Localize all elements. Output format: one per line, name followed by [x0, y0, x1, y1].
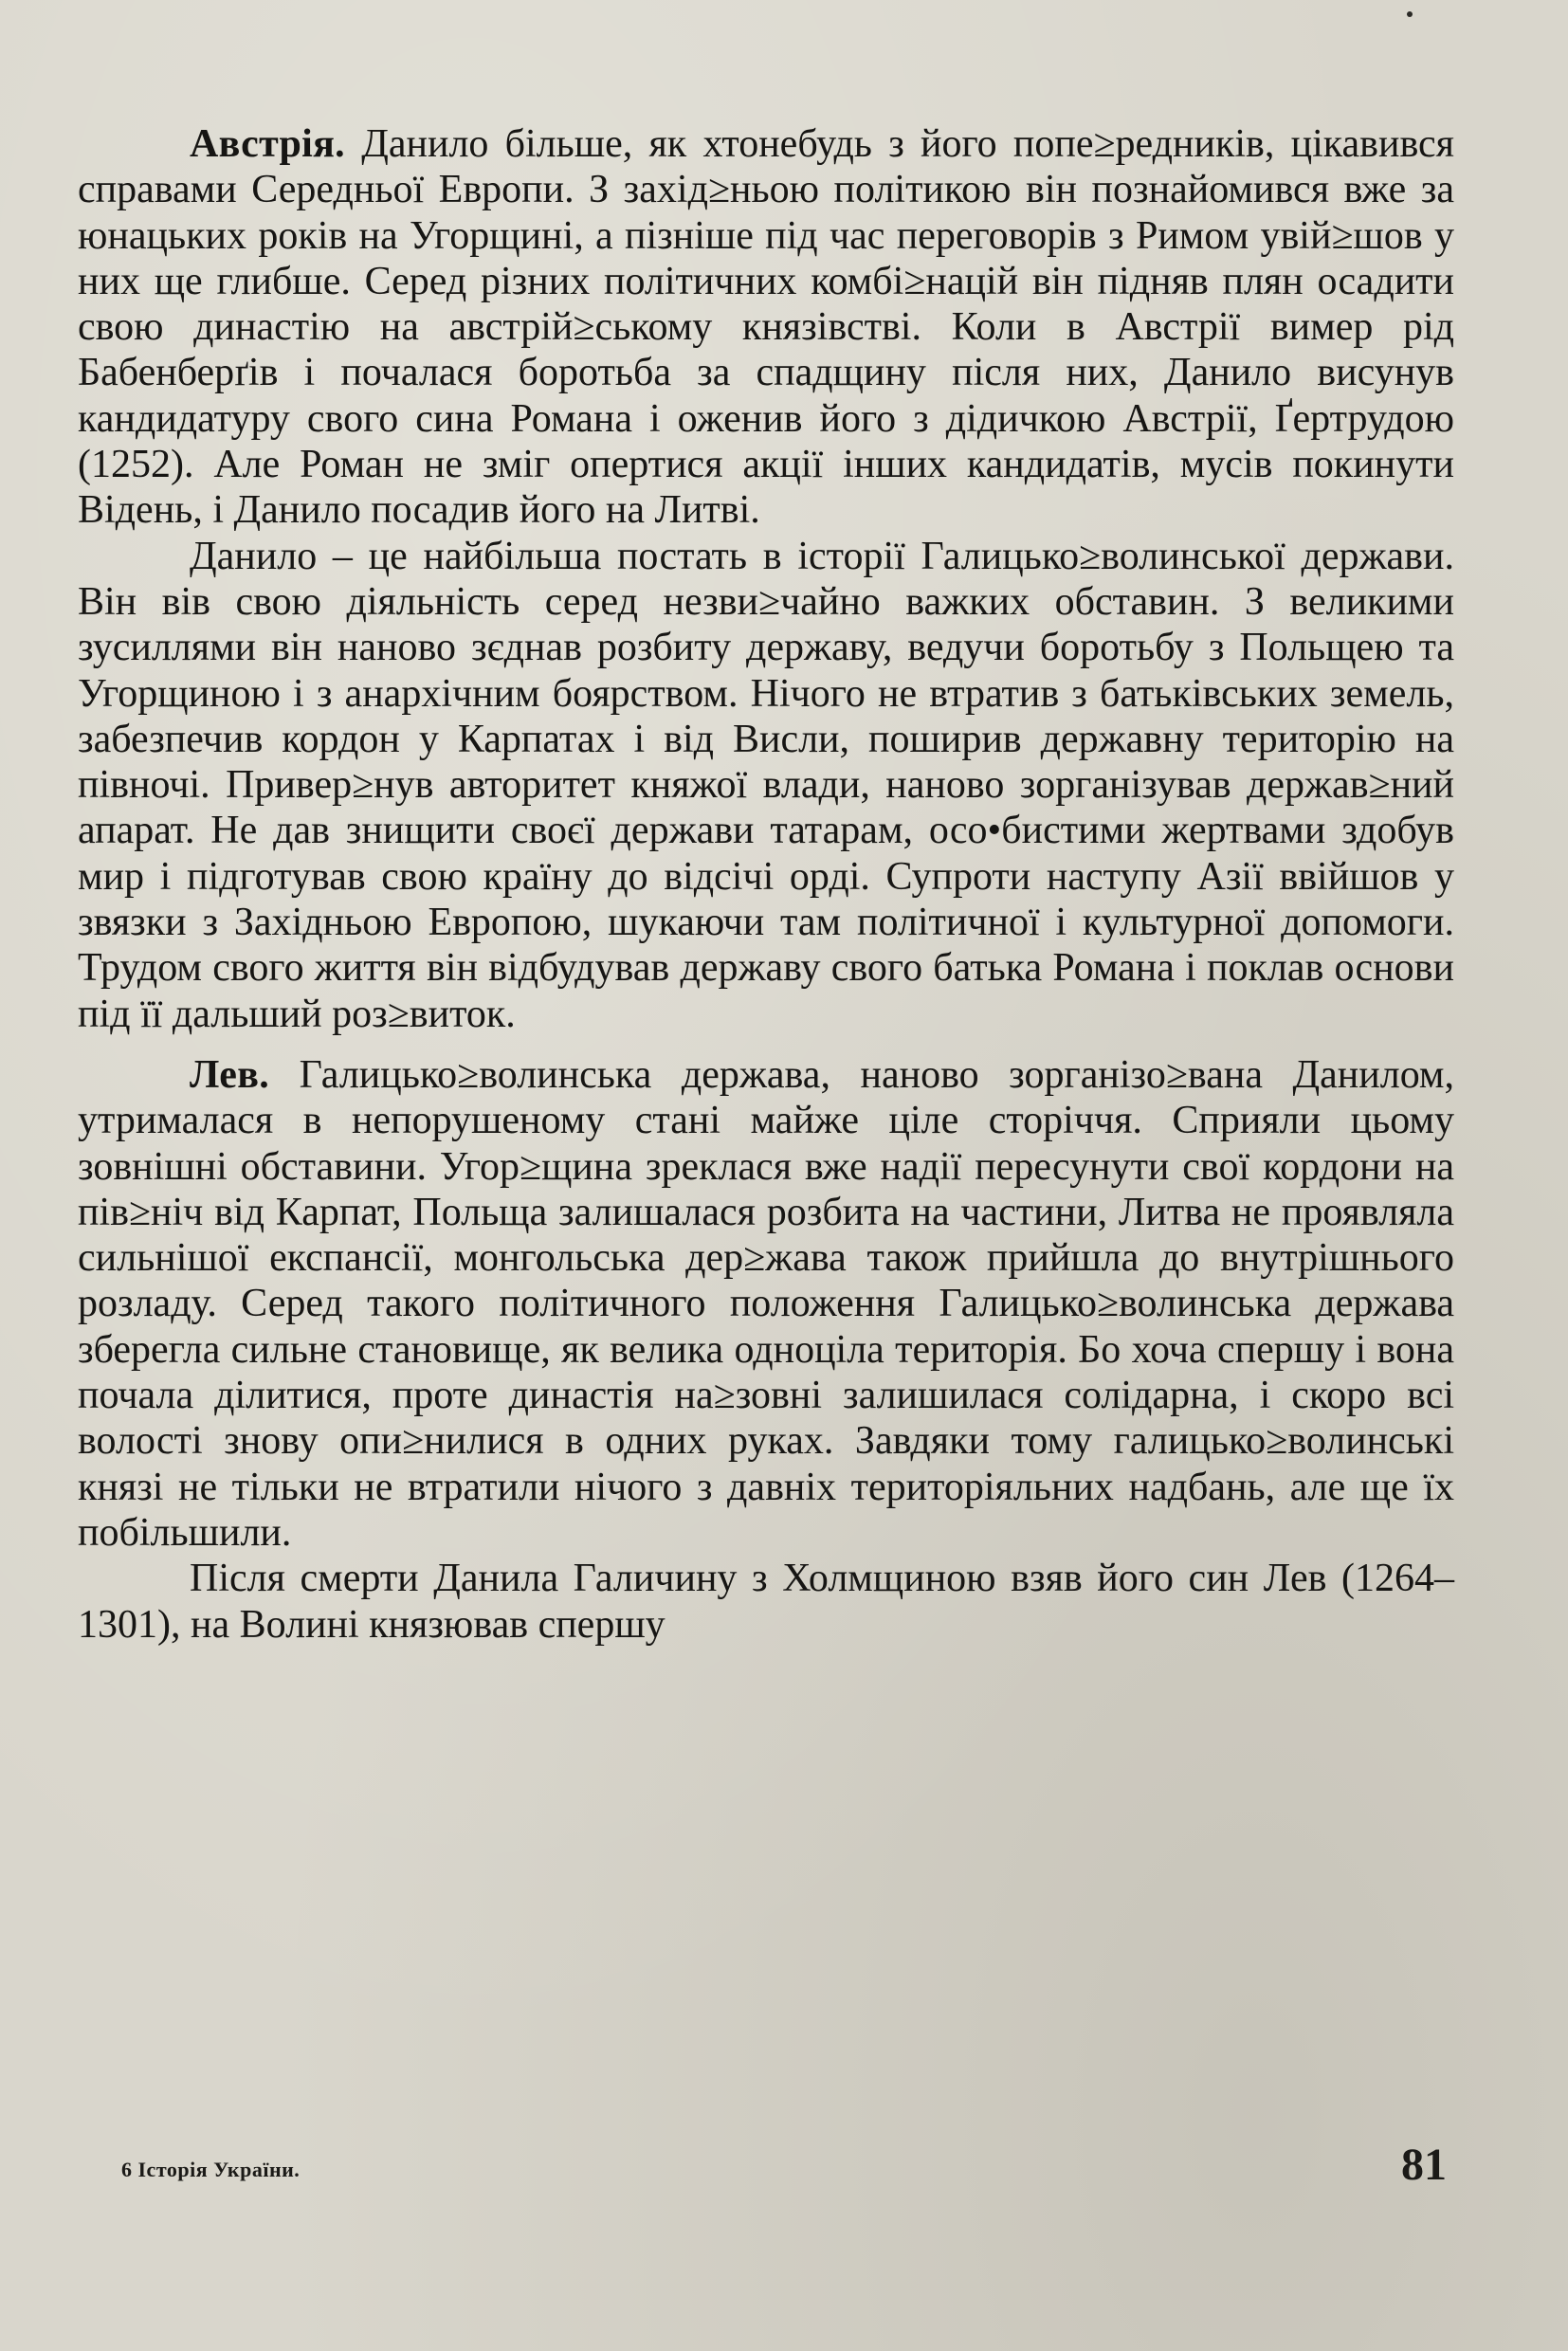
page-number: 81 [1401, 2140, 1447, 2190]
paragraph-lev [78, 1052, 1454, 1556]
section-heading-lev: Лев. [190, 1052, 270, 1097]
printer-signature: 6 Історія України. [121, 2158, 301, 2181]
body-text [78, 121, 1454, 1648]
paragraph-austria [78, 121, 1454, 534]
paragraph-danylo-summary [78, 534, 1454, 1037]
section-heading-austria: Австрія. [190, 122, 345, 166]
paragraph-text: Данило – це найбільша постать в історії Галицько≥волинської держави. Він вів свою діяльність серед незви≥чайно важких обставин. З великими зусиллями він наново зєднав розбиту державу, ведучи боротьбу з Польщею та Угорщиною і з анархічним боярством. Нічого не втратив з батьківських земель, забезпечив кордон у Карпатах і від Висли, поширив державну територію на півночі. Привер≥нув авторитет княжої влади, наново зорганізував держав≥ний апарат. Не дав знищити своєї держави татарам, осо•бистими жертвами здобув мир і підготував свою країну до відсічі орді. Супроти наступу Азії ввійшов у звязки з Західньою Европою, шукаючи там політичної і культурної допомоги. Трудом свого життя він відбудував державу свого батька Романа і поклав основи під її дальший роз≥виток. [78, 534, 1454, 1036]
paragraph-text: Галицько≥волинська держава, наново зорганізо≥вана Данилом, утрималася в непорушеному стані майже ціле сторіччя. Сприяли цьому зовнішні обставини. Угор≥щина зреклася вже надії пересунути свої кордони на пів≥ніч від Карпат, Польща залишалася розбита на частини, Литва не проявляла сильнішої експансії, монгольська дер≥жава також прийшла до внутрішнього розладу. Серед такого політичного положення Галицько≥волинська держава зберегла сильне становище, як велика одноціла територія. Бо хоча спершу і вона почала ділитися, проте династія на≥зовні залишилася солідарна, і скоро всі волості знову опи≥нилися в одних руках. Завдяки тому галицько≥волинські князі не тільки не втратили нічого з давніх територіяльних надбань, але ще їх побільшили. [78, 1052, 1454, 1555]
ink-speck [1407, 11, 1413, 17]
paragraph-text: Данило більше, як хтонебудь з його попе≥редників, цікавився справами Середньої Европи. З захід≥ньою політикою він познайомився вже за юнацьких років на Угорщині, а пізніше під час переговорів з Римом увій≥шов у них ще глибше. Серед різних політичних комбі≥націй він підняв плян осадити свою династію на австрій≥ському князівстві. Коли в Австрії вимер рід Бабенберґів і почалася боротьба за спадщину після них, Данило висунув кандидатуру свого сина Романа і оженив його з дідичкою Австрії, Ґертрудою (1252). Але Роман не зміг опертися акції інших кандидатів, мусів покинути Відень, і Данило посадив його на Литві. [78, 122, 1454, 533]
paragraph-text: Після смерти Данила Галичину з Холмщиною взяв його син Лев (1264–1301), на Волині князював спершу [78, 1557, 1454, 1647]
paragraph-after-death [78, 1556, 1454, 1648]
